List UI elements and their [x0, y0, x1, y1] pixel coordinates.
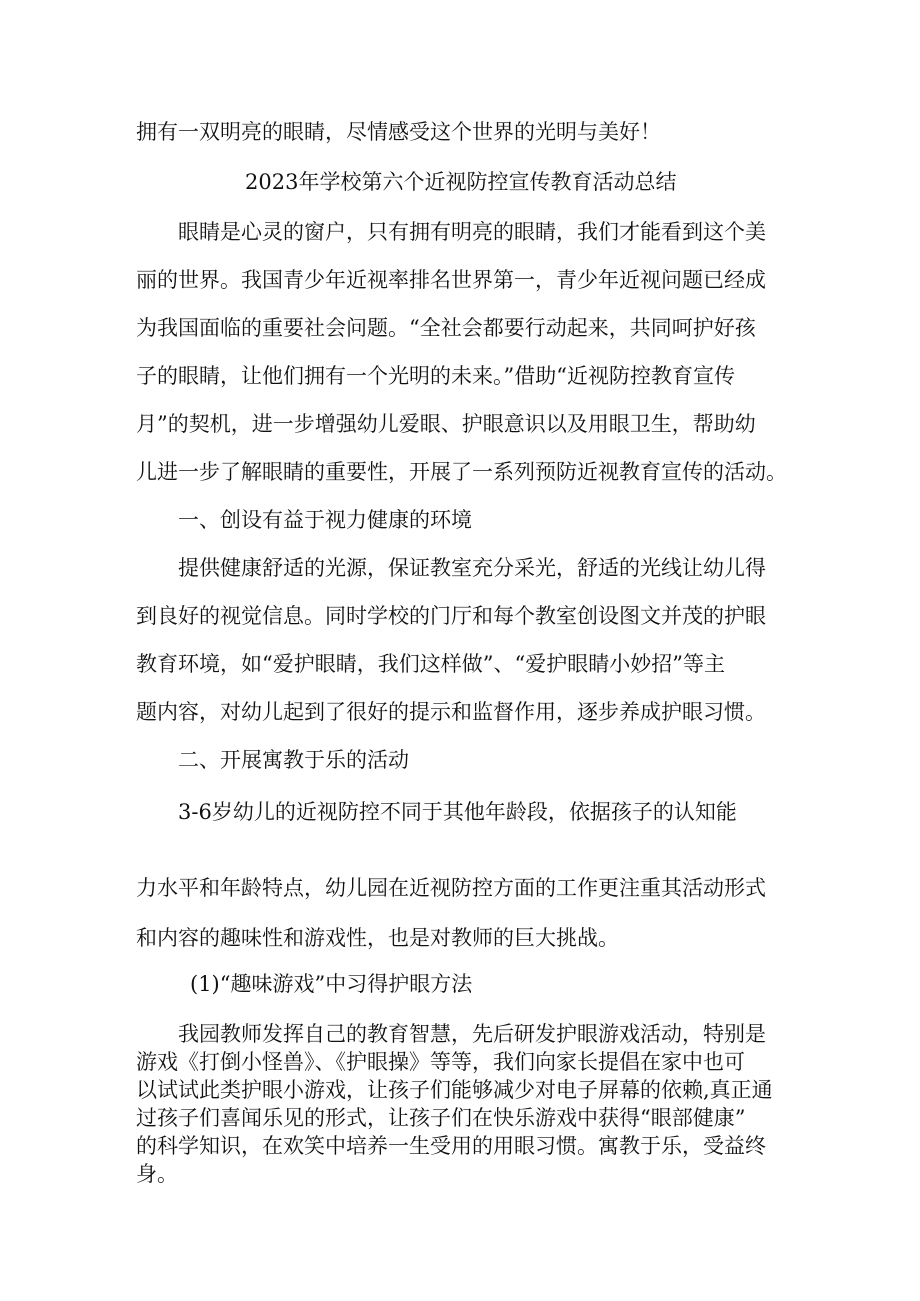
paragraph-line: 眼睛是心灵的窗户，只有拥有明亮的眼睛，我们才能看到这个美	[178, 220, 766, 244]
paragraph-line: 教育环境，如“爱护眼睛，我们这样做”、“爱护眼睛小妙招”等主	[136, 652, 725, 676]
paragraph-line: 3-6岁幼儿的近视防控不同于其他年龄段，依据孩子的认知能	[178, 800, 737, 824]
subsection-heading: (1)“趣味游戏”中习得护眼方法	[190, 972, 473, 996]
paragraph-line: 提供健康舒适的光源，保证教室充分采光，舒适的光线让幼儿得	[178, 556, 766, 580]
section-heading: 二、开展寓教于乐的活动	[178, 748, 409, 772]
paragraph-line: 月”的契机，进一步增强幼儿爱眼、护眼意识以及用眼卫生，帮助幼	[136, 412, 756, 436]
paragraph-line: 拥有一双明亮的眼睛，尽情感受这个世界的光明与美好！	[136, 120, 661, 144]
document-title: 2023年学校第六个近视防控宣传教育活动总结	[245, 170, 677, 194]
paragraph-line: 丽的世界。我国青少年近视率排名世界第一，青少年近视问题已经成	[136, 268, 766, 292]
paragraph-line: 我园教师发挥自己的教育智慧，先后研发护眼游戏活动，特别是	[178, 1022, 766, 1046]
section-heading: 一、创设有益于视力健康的环境	[178, 508, 472, 532]
paragraph-line: 儿进一步了解眼睛的重要性，开展了一系列预防近视教育宣传的活动。	[136, 460, 787, 484]
paragraph-line: 游戏《打倒小怪兽》、《护眼操》等等，我们向家长提倡在家中也可	[136, 1050, 745, 1074]
paragraph-line: 子的眼睛，让他们拥有一个光明的未来。”借助“近视防控教育宣传	[136, 364, 735, 388]
paragraph-line: 为我国面临的重要社会问题。“全社会都要行动起来，共同呵护好孩	[136, 316, 756, 340]
paragraph-line: 到良好的视觉信息。同时学校的门厅和每个教室创设图文并茂的护眼	[136, 604, 766, 628]
paragraph-line: 过孩子们喜闻乐见的形式，让孩子们在快乐游戏中获得“眼部健康”	[136, 1106, 746, 1130]
paragraph-line: 和内容的趣味性和游戏性，也是对教师的巨大挑战。	[136, 926, 619, 950]
paragraph-line: 题内容，对幼儿起到了很好的提示和监督作用，逐步养成护眼习惯。	[136, 700, 766, 724]
paragraph-line: 力水平和年龄特点，幼儿园在近视防控方面的工作更注重其活动形式	[136, 876, 766, 900]
paragraph-line: 身。	[136, 1162, 178, 1186]
paragraph-line: 以试试此类护眼小游戏，让孩子们能够减少对电子屏幕的依赖,真正通	[136, 1078, 773, 1102]
paragraph-line: 的科学知识，在欢笑中培养一生受用的用眼习惯。寓教于乐，受益终	[136, 1134, 766, 1158]
